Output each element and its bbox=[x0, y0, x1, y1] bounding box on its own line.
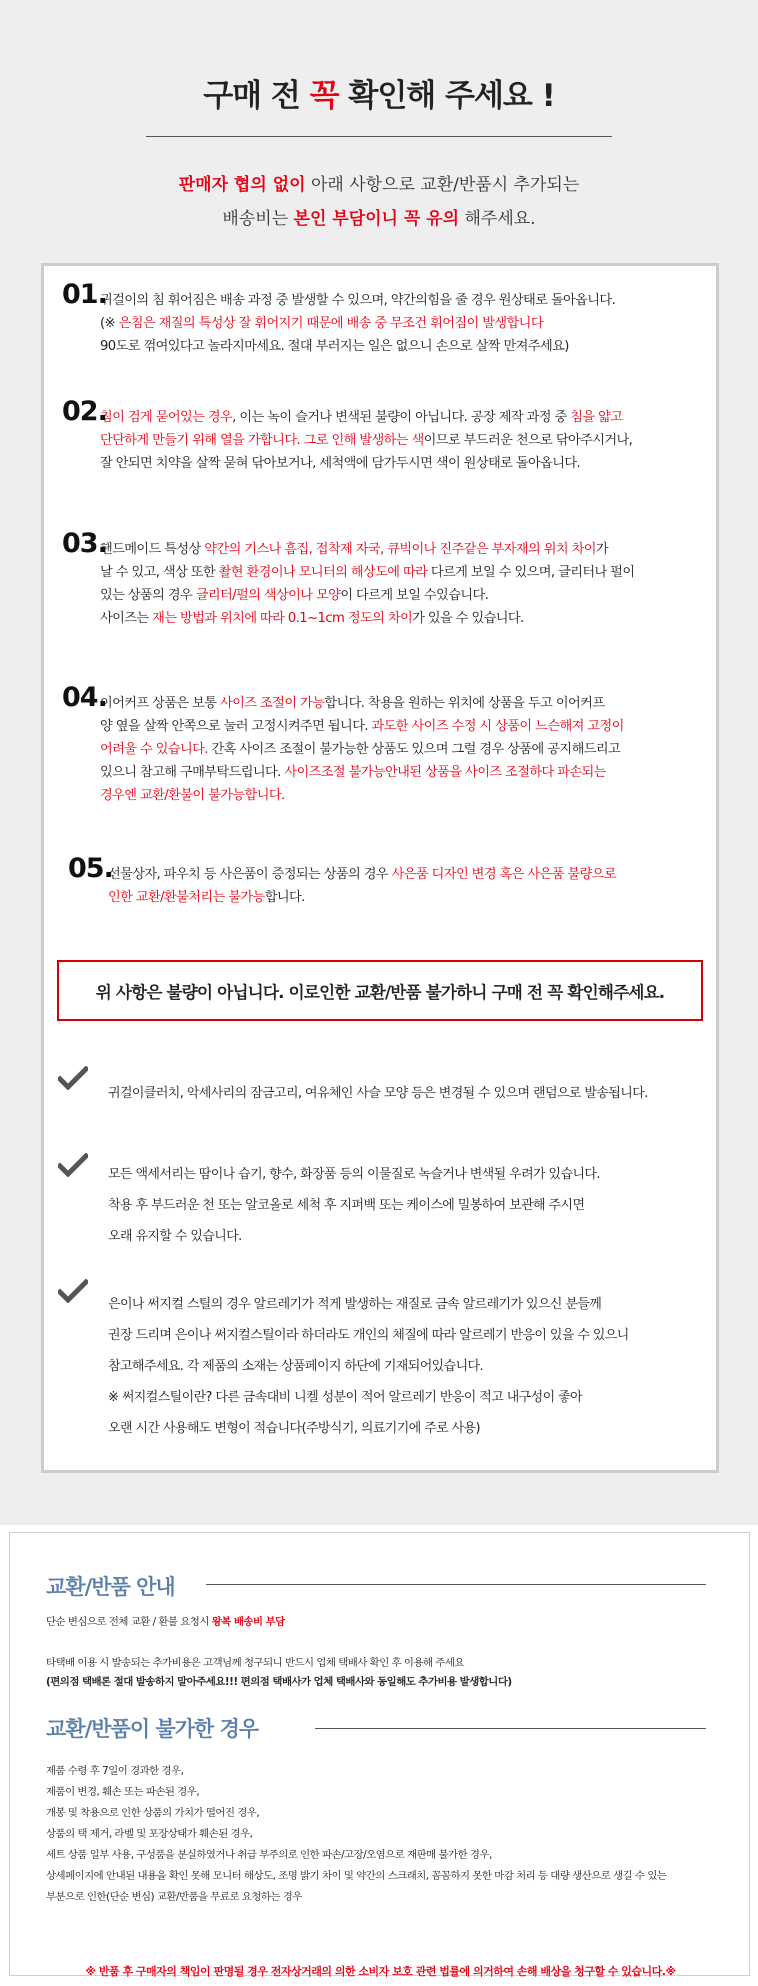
item-number: 05. bbox=[68, 853, 113, 884]
legal-notice: ※ 반품 후 구매자의 책임이 판명될 경우 전자상거래의 의한 소비자 보호 관련 법률에 의거하여 손해 배상을 청구할 수 있습니다.※ bbox=[85, 1965, 676, 1978]
exchange-title: 교환/반품 안내 bbox=[46, 1575, 175, 1599]
item-number: 03. bbox=[62, 528, 107, 559]
warning-text: 위 사항은 불량이 아닙니다. 이로인한 교환/반품 불가하니 구매 전 꼭 확인해주세요. bbox=[95, 982, 665, 1002]
check-item-3: 은이나 써지컬 스틸의 경우 알르레기가 적게 발생하는 재질로 금속 알르레기가 있으신 분들께 권장 드리며 은이나 써지컬스틸이라 하더라도 개인의 체질에 따라 알르레기 반응이 있을 수 있으니 참고해주세요. 각 제품의 소재는 상품페이지 하단에 기재되어있습니다. ※ 써지컬스틸이란? 다른 금속대비 니켈 성분이 적어 알르레기 반응이 적고 내구성이 좋아 오랜 시간 사용해도 변형이 적습니다(주방식기, 의료기기에 주로 사용) bbox=[58, 1279, 698, 1444]
intro-text: 판매자 협의 없이 아래 사항으로 교환/반품시 추가되는 배송비는 본인 부담이니 꼭 유의 해주세요. bbox=[178, 175, 580, 229]
no-exchange-list bbox=[46, 1761, 666, 1908]
caution-item-05: 05. 선물상자, 파우치 등 사은품이 증정되는 상품의 경우 사은품 디자인 변경 혹은 사은품 불량으로 인한 교환/환불처리는 불가능합니다. bbox=[68, 853, 616, 905]
list-item: 세트 상품 일부 사용, 구성품을 분실하였거나 취급 부주의로 인한 파손/고장/오염으로 재판매 불가한 경우, bbox=[46, 1849, 492, 1861]
title-emphasis: 꼭 bbox=[309, 78, 339, 114]
checkmark-icon bbox=[58, 1153, 88, 1177]
no-exchange-title-divider bbox=[315, 1728, 706, 1729]
page-title: 구매 전 꼭 확인해 주세요 ! bbox=[203, 78, 555, 114]
item-number: 01. bbox=[62, 279, 107, 310]
check-item-2: 모든 액세서리는 땀이나 습기, 향수, 화장품 등의 이물질로 녹슬거나 변색될 우려가 있습니다. 착용 후 부드러운 천 또는 알코올로 세척 후 지퍼백 또는 케이스에 밀봉하여 보관해 주시면 오래 유지할 수 있습니다. bbox=[58, 1153, 698, 1252]
list-item: 상품의 택 제거, 라벨 및 포장상태가 훼손된 경우, bbox=[46, 1828, 253, 1840]
no-exchange-title: 교환/반품이 불가한 경우 bbox=[46, 1717, 259, 1741]
caution-panel bbox=[41, 263, 719, 1473]
list-item: 부분으로 인한(단순 변심) 교환/반품을 무료로 요청하는 경우 bbox=[46, 1891, 302, 1903]
item-number: 02. bbox=[62, 396, 107, 427]
list-item: 상세페이지에 안내된 내용을 확인 못해 모니터 해상도, 조명 밝기 차이 및 약간의 스크래치, 꼼꼼하지 못한 마감 처리 등 대량 생산으로 생길 수 있는 bbox=[46, 1870, 667, 1882]
caution-item-01: 01. 귀걸이의 침 휘어짐은 배송 과정 중 발생할 수 있으며, 약간의힘을 줄 경우 원상태로 돌아옵니다. (※ 은침은 재질의 특성상 잘 휘어지기 때문에 배송 중 무조건 휘어짐이 발생합니다 90도로 꺾여있다고 놀라지마세요. 절대 부러지는 일은 없으니 손으로 살짝 만져주세요) bbox=[62, 279, 616, 354]
exchange-title-divider bbox=[206, 1584, 706, 1585]
list-item: 개봉 및 착용으로 인한 상품의 가치가 떨어진 경우, bbox=[46, 1807, 260, 1819]
caution-item-04: 04. 이어커프 상품은 보통 사이즈 조절이 가능합니다. 착용을 원하는 위치에 상품을 두고 이어커프 양 옆을 살짝 안쪽으로 눌러 고정시켜주면 됩니다. 과도한 사이즈 수정 시 상품이 느슨해져 고정이 어려울 수 있습니다. 간혹 사이즈 조절이 불가능한 상품도 있으며 그럴 경우 상품에 공지해드리고 있으니 참고해 구매부탁드립니다. 사이즈조절 불가능안내된 상품을 사이즈 조절하다 파손되는 경우엔 교환/환불이 불가능합니다. bbox=[62, 682, 624, 803]
caution-item-03: 03. 핸드메이드 특성상 약간의 기스나 흠집, 접착제 자국, 큐빅이나 진주같은 부자재의 위치 차이가 날 수 있고, 색상 또한 촬현 환경이나 모니터의 해상도에 따라 다르게 보일 수 있으며, 글리터나 펄이 있는 상품의 경우 글리터/펄의 색상이나 모양이 다르게 보일 수있습니다. 사이즈는 재는 방법과 위치에 따라 0.1~1cm 정도의 차이가 있을 수 있습니다. bbox=[62, 528, 635, 626]
list-item: 제품 수령 후 7일이 경과한 경우, bbox=[46, 1765, 184, 1777]
warning-box bbox=[57, 960, 703, 1021]
exchange-policy-section bbox=[9, 1532, 750, 1976]
check-item-1: 귀걸이클러치, 악세사리의 잠금고리, 여유체인 사슬 모양 등은 변경될 수 있으며 랜덤으로 발송됩니다. bbox=[58, 1066, 698, 1109]
caution-item-02: 02. 침이 검게 묻어있는 경우, 이는 녹이 슬거나 변색된 불량이 아닙니다. 공장 제작 과정 중 침을 얇고 단단하게 만들기 위해 열을 가합니다. 그로 인해 발생하는 색이므로 부드러운 천으로 닦아주시거나, 잘 안되면 치약을 살짝 묻혀 닦아보거나, 세척액에 담가두시면 색이 원상태로 돌아옵니다. bbox=[62, 396, 633, 471]
checkmark-icon bbox=[58, 1279, 88, 1303]
list-item: 제품이 변경, 훼손 또는 파손된 경우, bbox=[46, 1786, 200, 1798]
title-divider bbox=[146, 136, 612, 137]
exchange-note-2: 타택배 이용 시 발송되는 추가비용은 고객님께 청구되니 반드시 업체 택배사 확인 후 이용해 주세요 bbox=[46, 1657, 464, 1669]
checkmark-icon bbox=[58, 1066, 88, 1090]
item-number: 04. bbox=[62, 682, 107, 713]
exchange-note-1: 단순 변심으로 전체 교환 / 환불 요청시 왕복 배송비 부담 bbox=[46, 1616, 285, 1628]
exchange-note-3: (편의점 택배론 절대 발송하지 말아주세요!!! 편의점 택배사가 업체 택배사와 동일해도 추가비용 발생합니다) bbox=[46, 1676, 512, 1688]
